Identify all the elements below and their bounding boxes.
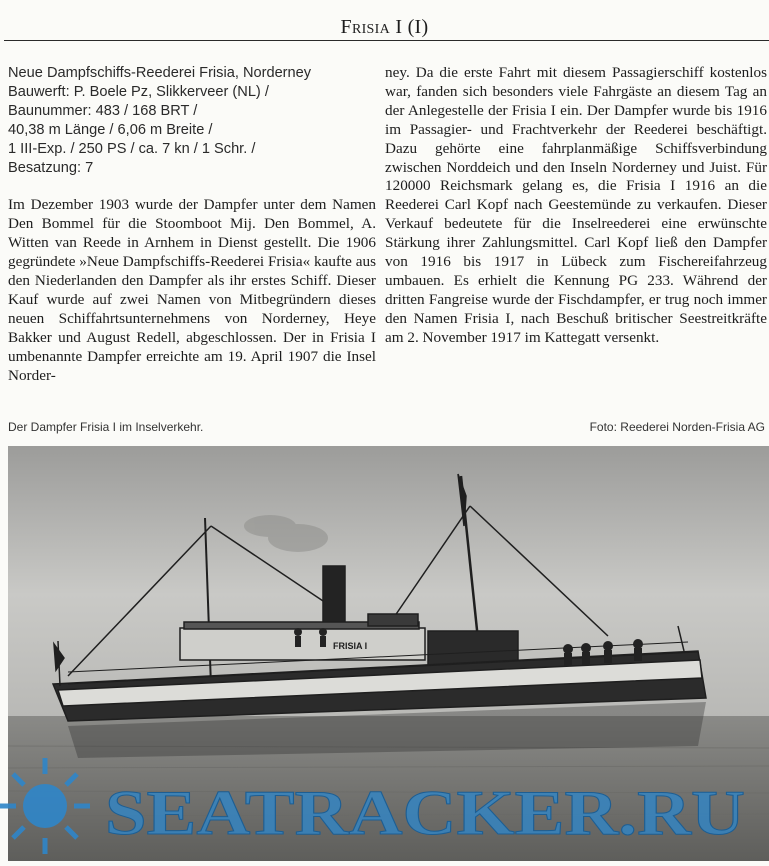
page-title: Frisia I (I) (340, 16, 429, 38)
ship-specs (8, 64, 376, 177)
spec-line: Bauwerft: P. Boele Pz, Slikkerveer (NL) / (8, 83, 269, 100)
photo-caption: Der Dampfer Frisia I im Inselverkehr. (8, 420, 204, 434)
spec-line: Besatzung: 7 (8, 159, 94, 176)
right-column (385, 64, 767, 348)
spec-line: 1 III-Exp. / 250 PS / ca. 7 kn / 1 Schr. / (8, 140, 256, 157)
spec-line: 40,38 m Länge / 6,06 m Breite / (8, 121, 213, 138)
spec-line: Baunummer: 483 / 168 BRT / (8, 102, 198, 119)
body-paragraph-left: Im Dezember 1903 wurde der Dampfer unter dem Namen Den Bommel für die Stoomboot Mij. Den Bommel, A. Witten van Reede in Arnhem in Dienst gestellt. Die 1906 gegründete »Neue Dampfschiffs-Reederei Frisia« kaufte aus den Niederlanden den Dampfer als ihr erstes Schiff. Dieser Kauf wurde auf zwei Namen von Mitbegründern dieses neuen Schiffahrtsunternehmens von Norderney, Heye Bakker und August Redell, abgeschlossen. Der in Frisia I umbenannte Dampfer erreichte am 19. April 1907 die Insel Norder- (8, 196, 376, 384)
spec-line: Neue Dampfschiffs-Reederei Frisia, Norderney (8, 65, 312, 81)
hull-name-text: FRISIA I (333, 641, 368, 651)
body-paragraph-right: ney. Da die erste Fahrt mit diesem Passagierschiff kostenlos war, fanden sich besonders viele Fahrgäste an diesem Tag an der Anlegestelle der Frisia I ein. Der Dampfer wurde bis 1916 im Passagier- und Frachtverkehr der Reederei beschäftigt. Dazu gehörte eine fahrplanmäßige Schiffsverbindung zwischen Norddeich und den Inseln Norderney und Juist. Für 120000 Reichsmark gelang es, die Frisia I 1916 an die Reederei Carl Kopf nach Geestemünde zu verkaufen. Dieser Verkauf bedeutete für die Inselreederei eine erwünschte Stärkung ihrer Zahlungsmittel. Carl Kopf ließ den Dampfer von 1916 bis 1917 in Lübeck zum Fischereifahrzeug umbauen. Es erhielt die Kennung PG 233. Während der dritten Fangreise wurde der Fischdampfer, er trug noch immer den Namen Frisia I, nach Beschuß britischer Seestreitkräfte am 2. November 1917 im Kattegatt versenkt. (385, 64, 767, 346)
ship-photo (8, 446, 769, 861)
page-header (0, 0, 769, 40)
watermark-text: SEATRACKER.RU (105, 777, 745, 848)
left-column (8, 64, 376, 386)
photo-credit: Foto: Reederei Norden-Frisia AG (589, 420, 765, 434)
header-rule (4, 40, 769, 41)
